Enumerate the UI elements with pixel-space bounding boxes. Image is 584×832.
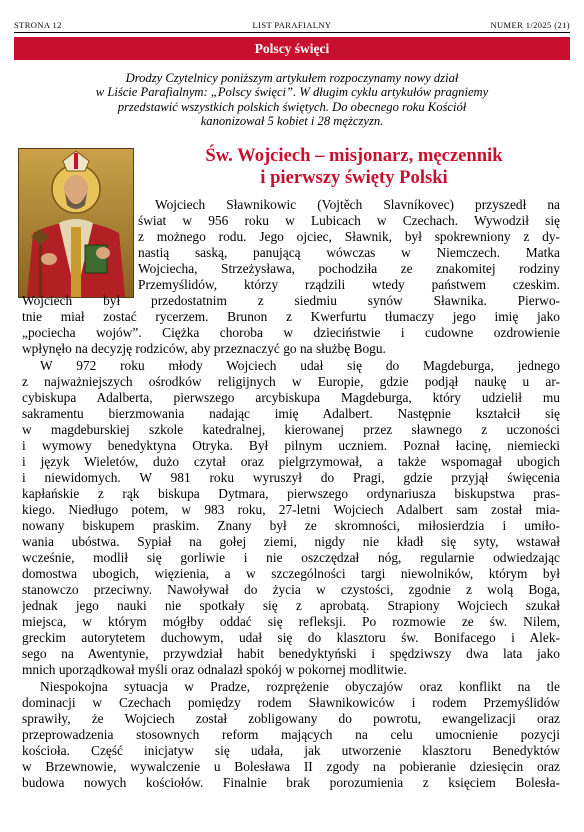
body-line: nastią saską, panującą wówczas w Niemczech. Matka [138,245,560,261]
body-line: Niespokojna sytuacja w Pradze, rozprężenie obyczajów oraz konflikt na tle [40,678,560,694]
publication-name: LIST PARAFIALNY [252,20,332,30]
body-line: tnie miał zostać rycerzem. Brunon z Kwerfurtu tłumaczy jego imię jako [22,309,560,325]
body-line: i język Wieletów, dużo czytał oraz pielgrzymował, a także wspomagał ubogich [22,453,560,469]
body-line: miejsca, w którym mógłby oddać się refleksji. Po rozmowie ze św. Nilem, [22,614,560,630]
intro-line: Drodzy Czytelnicy poniższym artykułem rozpoczynamy nowy dział [125,71,459,85]
body-line: domostwa ubogich, więzienia, a w szczególności targi niewolników, którym był [22,566,560,582]
issue-number: NUMER 1/2025 (21) [490,20,570,30]
body-line: z najważniejszych ośrodków religijnych w Europie, gdzie podjął naukę u ar- [22,373,560,389]
body-line: jednak jego nauki nie spotkały się z aprobatą. Strapiony Wojciech szukał [22,598,560,614]
body-line: sakramentu bierzmowania nadając imię Adalbert. Następnie kształcił się [22,405,560,421]
body-line: Wojciecha, Strzeżysława, pochodziła ze znakomitej rodziny [138,261,560,277]
body-line: w Brzewnowie, wywalczenie u Bolesława II zgody na pobieranie dziesięcin oraz [22,758,560,774]
title-line: Św. Wojciech – misjonarz, męczennik [205,145,503,166]
body-line: budowa nowych kościołów. Finalnie brak porozumienia z księciem Bolesła- [22,774,560,790]
body-line: wpłynęło na decyzję rodziców, aby przeznaczyć go na służbę Bogu. [22,341,386,357]
body-line: wcześnie, modlił się gorliwie i nie oszczędzał nóg, regularnie odwiedzając [22,550,560,566]
body-line: sego na Awentynie, przywdział habit benedyktyński i spędziwszy dwa lata jako [22,646,560,662]
body-line: Wojciech Sławnikowic (Vojtěch Slavníkovec) przyszedł na [155,197,560,212]
body-line: nowany biskupem praskim. Znany był ze skromności, miłosierdzia i umiło- [22,518,560,533]
body-line: greckim autorytetem duchowym, udał się do klasztoru św. Bonifacego i Alek- [22,630,560,646]
body-line: sprawiły, że Wojciech został zobligowany do powrotu, ewangelizacji oraz [22,710,560,726]
body-line: kiego. Niedługo potem, w 983 roku, 27-letni Wojciech Adalbert sam został mia- [22,501,560,517]
section-banner: Polscy święci [14,37,570,60]
body-line: w magdeburskiej szkole katedralnej, kierowanej przez sławnego z uczoności [22,421,560,437]
body-line: mnich uporządkował myśli oraz odnalazł spokój w pokornej modlitwie. [22,662,407,678]
body-line: i niewidomych. W 981 roku wyruszył do Pragi, gdzie przyjął święcenia [22,469,560,485]
body-line: kościoła. Część inicjatyw się udała, jak utworzenie klasztoru Benedyktów [22,742,560,758]
body-line: wania ubóstwa. Sypiał na gołej ziemi, nigdy nie kładł się syty, wstawał [22,534,560,550]
intro-line: w Liście Parafialnym: „Polscy święci”. W długim cyklu artykułów pragniemy [95,85,489,100]
body-line: świat w 956 roku w Lubicach w Czechach. Wywodził się [138,213,560,229]
body-line: stanowczo przeciwny. Nawoływał do życia w czystości, zgodnie z wolą Boga, [22,582,560,598]
body-line: Wojciech był przedostatnim z siedmiu synów Sławnika. Pierwo- [22,293,560,309]
intro-line: kanonizował 5 kobiet i 28 mężczyzn. [200,114,384,129]
running-header [14,20,570,32]
body-line: „pociecha wojów”. Ciężka choroba w dzieciństwie i cudowne ozdrowienie [22,325,560,341]
saint-portrait-icon [18,148,134,298]
body-line: Przemyślidów, którzy rządzili wtedy państwem czeskim. [138,277,560,293]
page-number: STRONA 12 [14,20,62,30]
intro-line: przedstawić wszystkich polskich świętych. Do obecnego roku Kościół [117,99,467,114]
body-line: dominacji w Czechach pomiędzy rodem Sławnikowiców i rodem Przemyślidów [22,694,560,710]
title-line: i pierwszy święty Polski [260,167,448,188]
body-line: i wymowy benedyktyna Otryka. Był pilnym uczniem. Poznał łacinę, niemiecki [22,437,560,453]
body-line: przeprowadzenia stosownych reform mających na celu umocnienie pozycji [22,726,560,742]
body-line: z możnego rodu. Jego ojciec, Sławnik, był spokrewniony z dy- [138,229,560,245]
article-title [146,145,562,189]
body-line: cybiskupa Adalberta, pierwszego arcybiskupa Magdeburga, który udzielił mu [22,389,560,405]
body-line: kapłańskie z rąk biskupa Dytmara, pierwszego ordynariusza biskupstwa pras- [22,485,560,501]
header-divider [14,32,570,33]
body-line: W 972 roku młody Wojciech udał się do Magdeburga, jednego [40,357,560,373]
intro-paragraph [24,71,560,129]
